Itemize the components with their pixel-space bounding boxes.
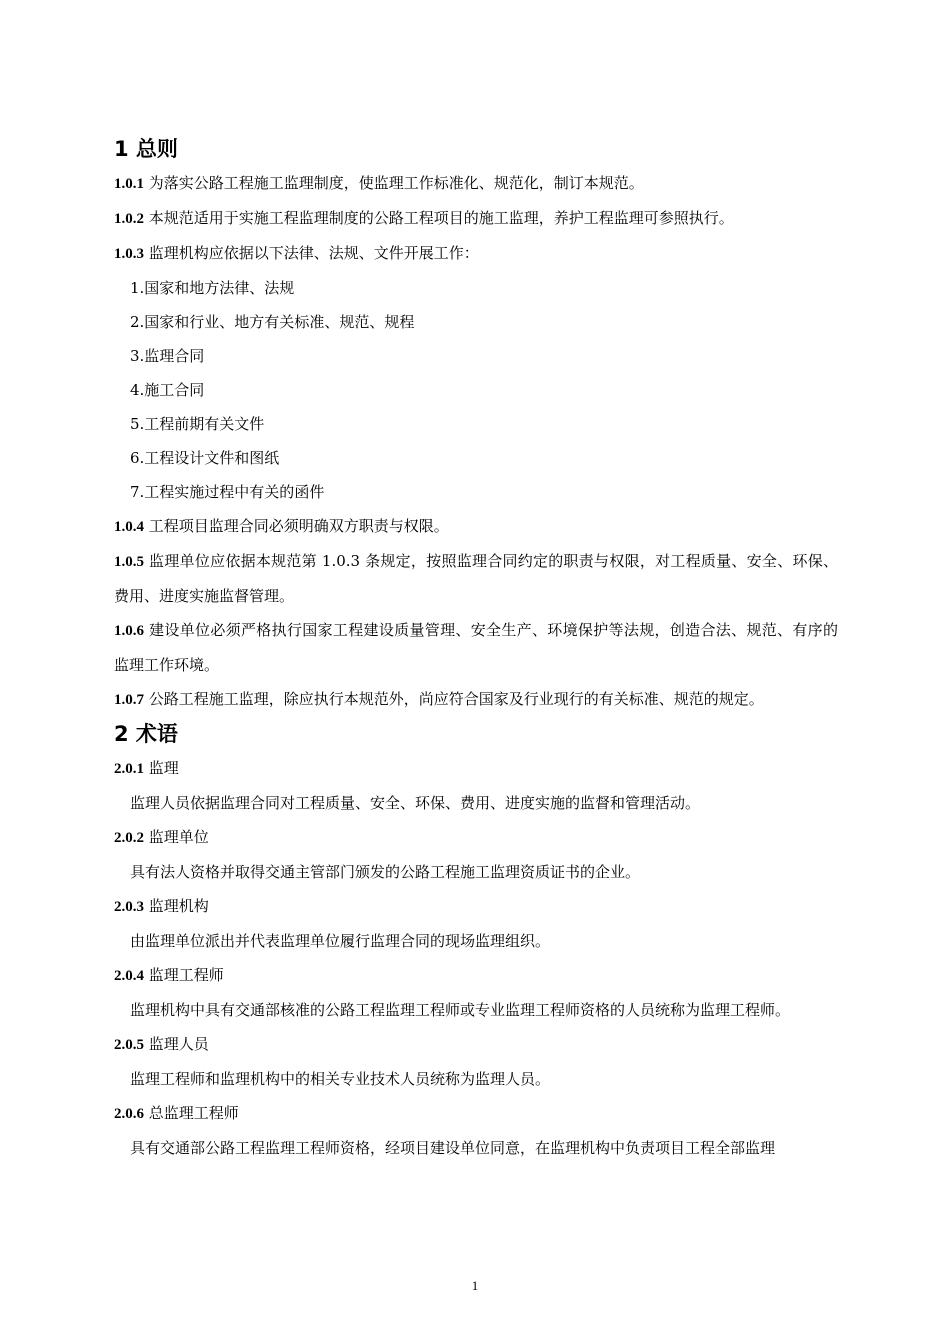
list-item: 4.施工合同 <box>130 381 205 399</box>
page-number: 1 <box>471 1278 479 1293</box>
list-item: 2.国家和行业、地方有关标准、规范、规程 <box>130 313 415 331</box>
clause-1-0-4 <box>114 509 838 544</box>
term-2-0-2 <box>114 820 838 855</box>
term-name: 监理人员 <box>148 1035 209 1053</box>
clause-number: 1.0.1 <box>114 176 144 192</box>
term-name: 总监理工程师 <box>148 1104 239 1122</box>
term-name: 监理 <box>148 759 179 777</box>
term-name: 监理单位 <box>148 828 209 846</box>
term-name: 监理工程师 <box>148 966 224 984</box>
term-number: 2.0.6 <box>114 1106 144 1122</box>
term-number: 2.0.4 <box>114 968 144 984</box>
clause-text: 工程项目监理合同必须明确双方职责与权限。 <box>148 517 449 535</box>
term-number: 2.0.5 <box>114 1037 144 1053</box>
term-definition: 监理人员依据监理合同对工程质量、安全、环保、费用、进度实施的监督和管理活动。 <box>130 794 701 812</box>
clause-text: 建设单位必须严格执行国家工程建设质量管理、安全生产、环境保护等法规，创造合法、规范、有序的监理工作环境。 <box>114 621 838 674</box>
term-definition: 由监理单位派出并代表监理单位履行监理合同的现场监理组织。 <box>130 932 551 950</box>
list-item: 3.监理合同 <box>130 347 205 365</box>
list-item: 6.工程设计文件和图纸 <box>130 449 280 467</box>
term-definition: 监理工程师和监理机构中的相关专业技术人员统称为监理人员。 <box>130 1070 551 1088</box>
clause-text: 本规范适用于实施工程监理制度的公路工程项目的施工监理，养护工程监理可参照执行。 <box>148 209 734 227</box>
term-name: 监理机构 <box>148 897 209 915</box>
clause-number: 1.0.7 <box>114 692 144 708</box>
clause-1-0-3 <box>114 236 838 271</box>
term-definition: 具有法人资格并取得交通主管部门颁发的公路工程施工监理资质证书的企业。 <box>130 863 641 881</box>
term-definition: 监理机构中具有交通部核准的公路工程监理工程师或专业监理工程师资格的人员统称为监理工程师。 <box>130 1001 791 1019</box>
term-2-0-1 <box>114 751 838 786</box>
section-1-heading: 1 总则 <box>114 137 178 161</box>
clause-number: 1.0.6 <box>114 623 144 639</box>
section-2-heading: 2 术语 <box>114 722 178 746</box>
clause-text: 监理单位应依据本规范第 1.0.3 条规定，按照监理合同约定的职责与权限，对工程质量、安全、环保、费用、进度实施监督管理。 <box>114 552 838 605</box>
term-2-0-3 <box>114 889 838 924</box>
term-number: 2.0.2 <box>114 830 144 846</box>
list-item: 7.工程实施过程中有关的函件 <box>130 483 325 501</box>
clause-1-0-2 <box>114 201 838 236</box>
clause-number: 1.0.3 <box>114 246 144 262</box>
list-item: 1.国家和地方法律、法规 <box>130 279 295 297</box>
clause-1-0-6 <box>114 613 838 682</box>
list-item: 5.工程前期有关文件 <box>130 415 265 433</box>
clause-1-0-1 <box>114 166 838 201</box>
term-2-0-6 <box>114 1096 838 1131</box>
document-page <box>114 132 838 1165</box>
clause-number: 1.0.5 <box>114 554 144 570</box>
clause-text: 为落实公路工程施工监理制度，使监理工作标准化、规范化，制订本规范。 <box>148 174 644 192</box>
clause-text: 公路工程施工监理，除应执行本规范外，尚应符合国家及行业现行的有关标准、规范的规定。 <box>148 690 764 708</box>
term-2-0-4 <box>114 958 838 993</box>
clause-1-0-5 <box>114 544 838 613</box>
clause-text: 监理机构应依据以下法律、法规、文件开展工作： <box>148 244 479 262</box>
term-definition: 具有交通部公路工程监理工程师资格，经项目建设单位同意，在监理机构中负责项目工程全部监理 <box>130 1139 776 1157</box>
term-2-0-5 <box>114 1027 838 1062</box>
clause-number: 1.0.4 <box>114 519 144 535</box>
clause-1-0-7 <box>114 682 838 717</box>
clause-number: 1.0.2 <box>114 211 144 227</box>
term-number: 2.0.3 <box>114 899 144 915</box>
term-number: 2.0.1 <box>114 761 144 777</box>
